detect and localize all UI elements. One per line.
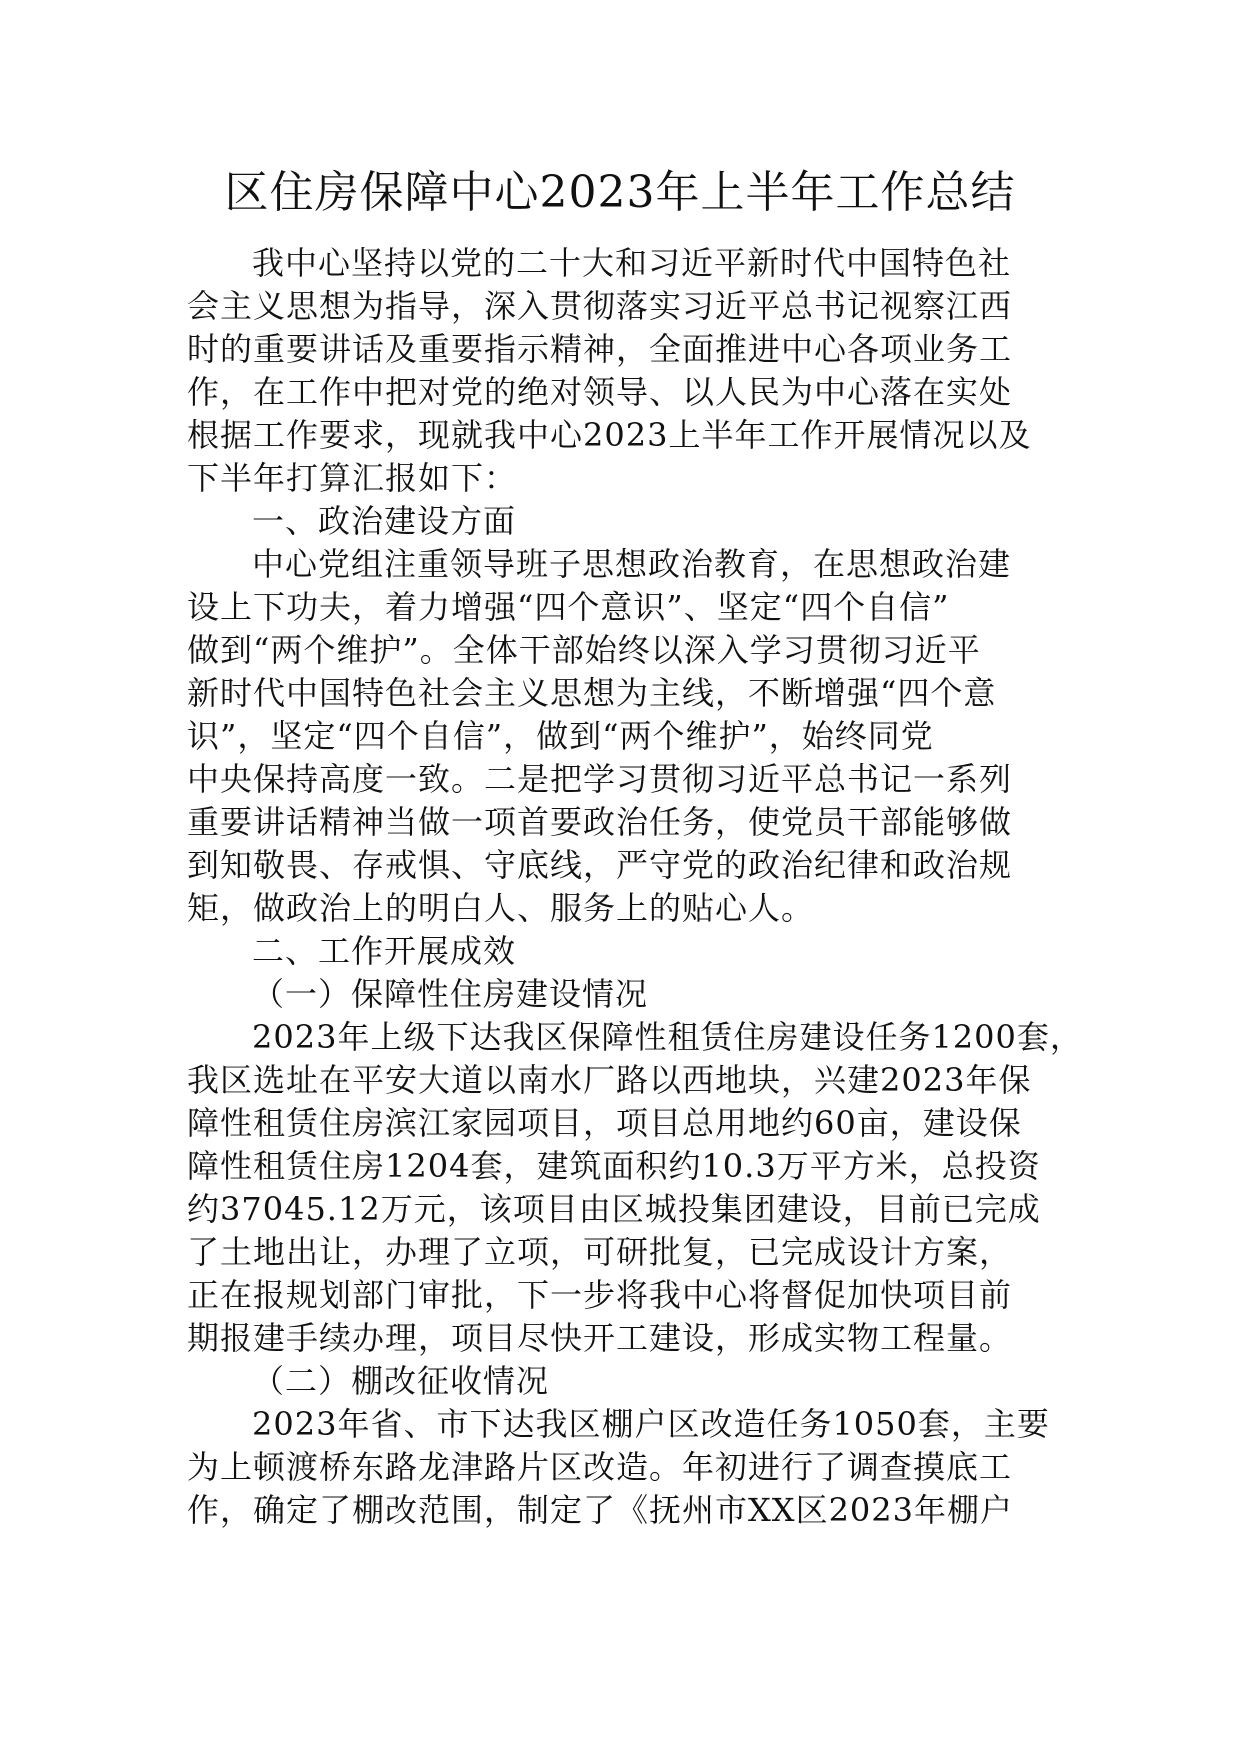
paragraph-line: 作，在工作中把对党的绝对领导、以人民为中心落在实处 (187, 373, 1013, 411)
paragraph-line: 2023年省、市下达我区棚户区改造任务1050套，主要 (252, 1405, 1050, 1443)
document-title: 区住房保障中心2023年上半年工作总结 (224, 167, 1016, 218)
paragraph-line: 矩，做政治上的明白人、服务上的贴心人。 (187, 889, 815, 927)
paragraph-line: 障性租赁住房1204套，建筑面积约10.3万平方米，总投资 (187, 1147, 1041, 1185)
paragraph-line: 识”，坚定“四个自信”，做到“两个维护”，始终同党 (187, 717, 934, 755)
paragraph-line: 设上下功夫，着力增强“四个意识”、坚定“四个自信” (187, 588, 950, 626)
subsection-heading: （一）保障性住房建设情况 (252, 975, 649, 1013)
paragraph-line: 下半年打算汇报如下： (187, 459, 518, 497)
paragraph-line: 中心党组注重领导班子思想政治教育，在思想政治建 (252, 545, 1012, 583)
paragraph-line: 2023年上级下达我区保障性租赁住房建设任务1200套， (252, 1018, 1083, 1056)
section-heading: 二、工作开展成效 (252, 932, 517, 970)
paragraph-line: 做到“两个维护”。全体干部始终以深入学习贯彻习近平 (187, 631, 981, 669)
section-heading: 一、政治建设方面 (252, 502, 517, 540)
paragraph-line: 我中心坚持以党的二十大和习近平新时代中国特色社 (252, 244, 1012, 282)
paragraph-line: 时的重要讲话及重要指示精神，全面推进中心各项业务工 (187, 330, 1013, 368)
paragraph-line: 了土地出让，办理了立项，可研批复，已完成设计方案， (187, 1233, 1013, 1271)
paragraph-line: 作，确定了棚改范围，制定了《抚州市XX区2023年棚户 (187, 1491, 1014, 1529)
paragraph-line: 新时代中国特色社会主义思想为主线，不断增强“四个意 (187, 674, 997, 712)
paragraph-line: 中央保持高度一致。二是把学习贯彻习近平总书记一系列 (187, 760, 1013, 798)
paragraph-line: 到知敬畏、存戒惧、守底线，严守党的政治纪律和政治规 (187, 846, 1013, 884)
paragraph-line: 正在报规划部门审批，下一步将我中心将督促加快项目前 (187, 1276, 1013, 1314)
subsection-heading: （二）棚改征收情况 (252, 1362, 550, 1400)
paragraph-line: 重要讲话精神当做一项首要政治任务，使党员干部能够做 (187, 803, 1013, 841)
paragraph-line: 期报建手续办理，项目尽快开工建设，形成实物工程量。 (187, 1319, 1013, 1357)
paragraph-line: 我区选址在平安大道以南水厂路以西地块，兴建2023年保 (187, 1061, 1032, 1099)
paragraph-line: 会主义思想为指导，深入贯彻落实习近平总书记视察江西 (187, 287, 1013, 325)
paragraph-line: 根据工作要求，现就我中心2023上半年工作开展情况以及 (187, 416, 1032, 454)
paragraph-line: 约37045.12万元，该项目由区城投集团建设，目前已完成 (187, 1190, 1041, 1228)
paragraph-line: 障性租赁住房滨江家园项目，项目总用地约60亩，建设保 (187, 1104, 1022, 1142)
paragraph-line: 为上顿渡桥东路龙津路片区改造。年初进行了调查摸底工 (187, 1448, 1013, 1486)
